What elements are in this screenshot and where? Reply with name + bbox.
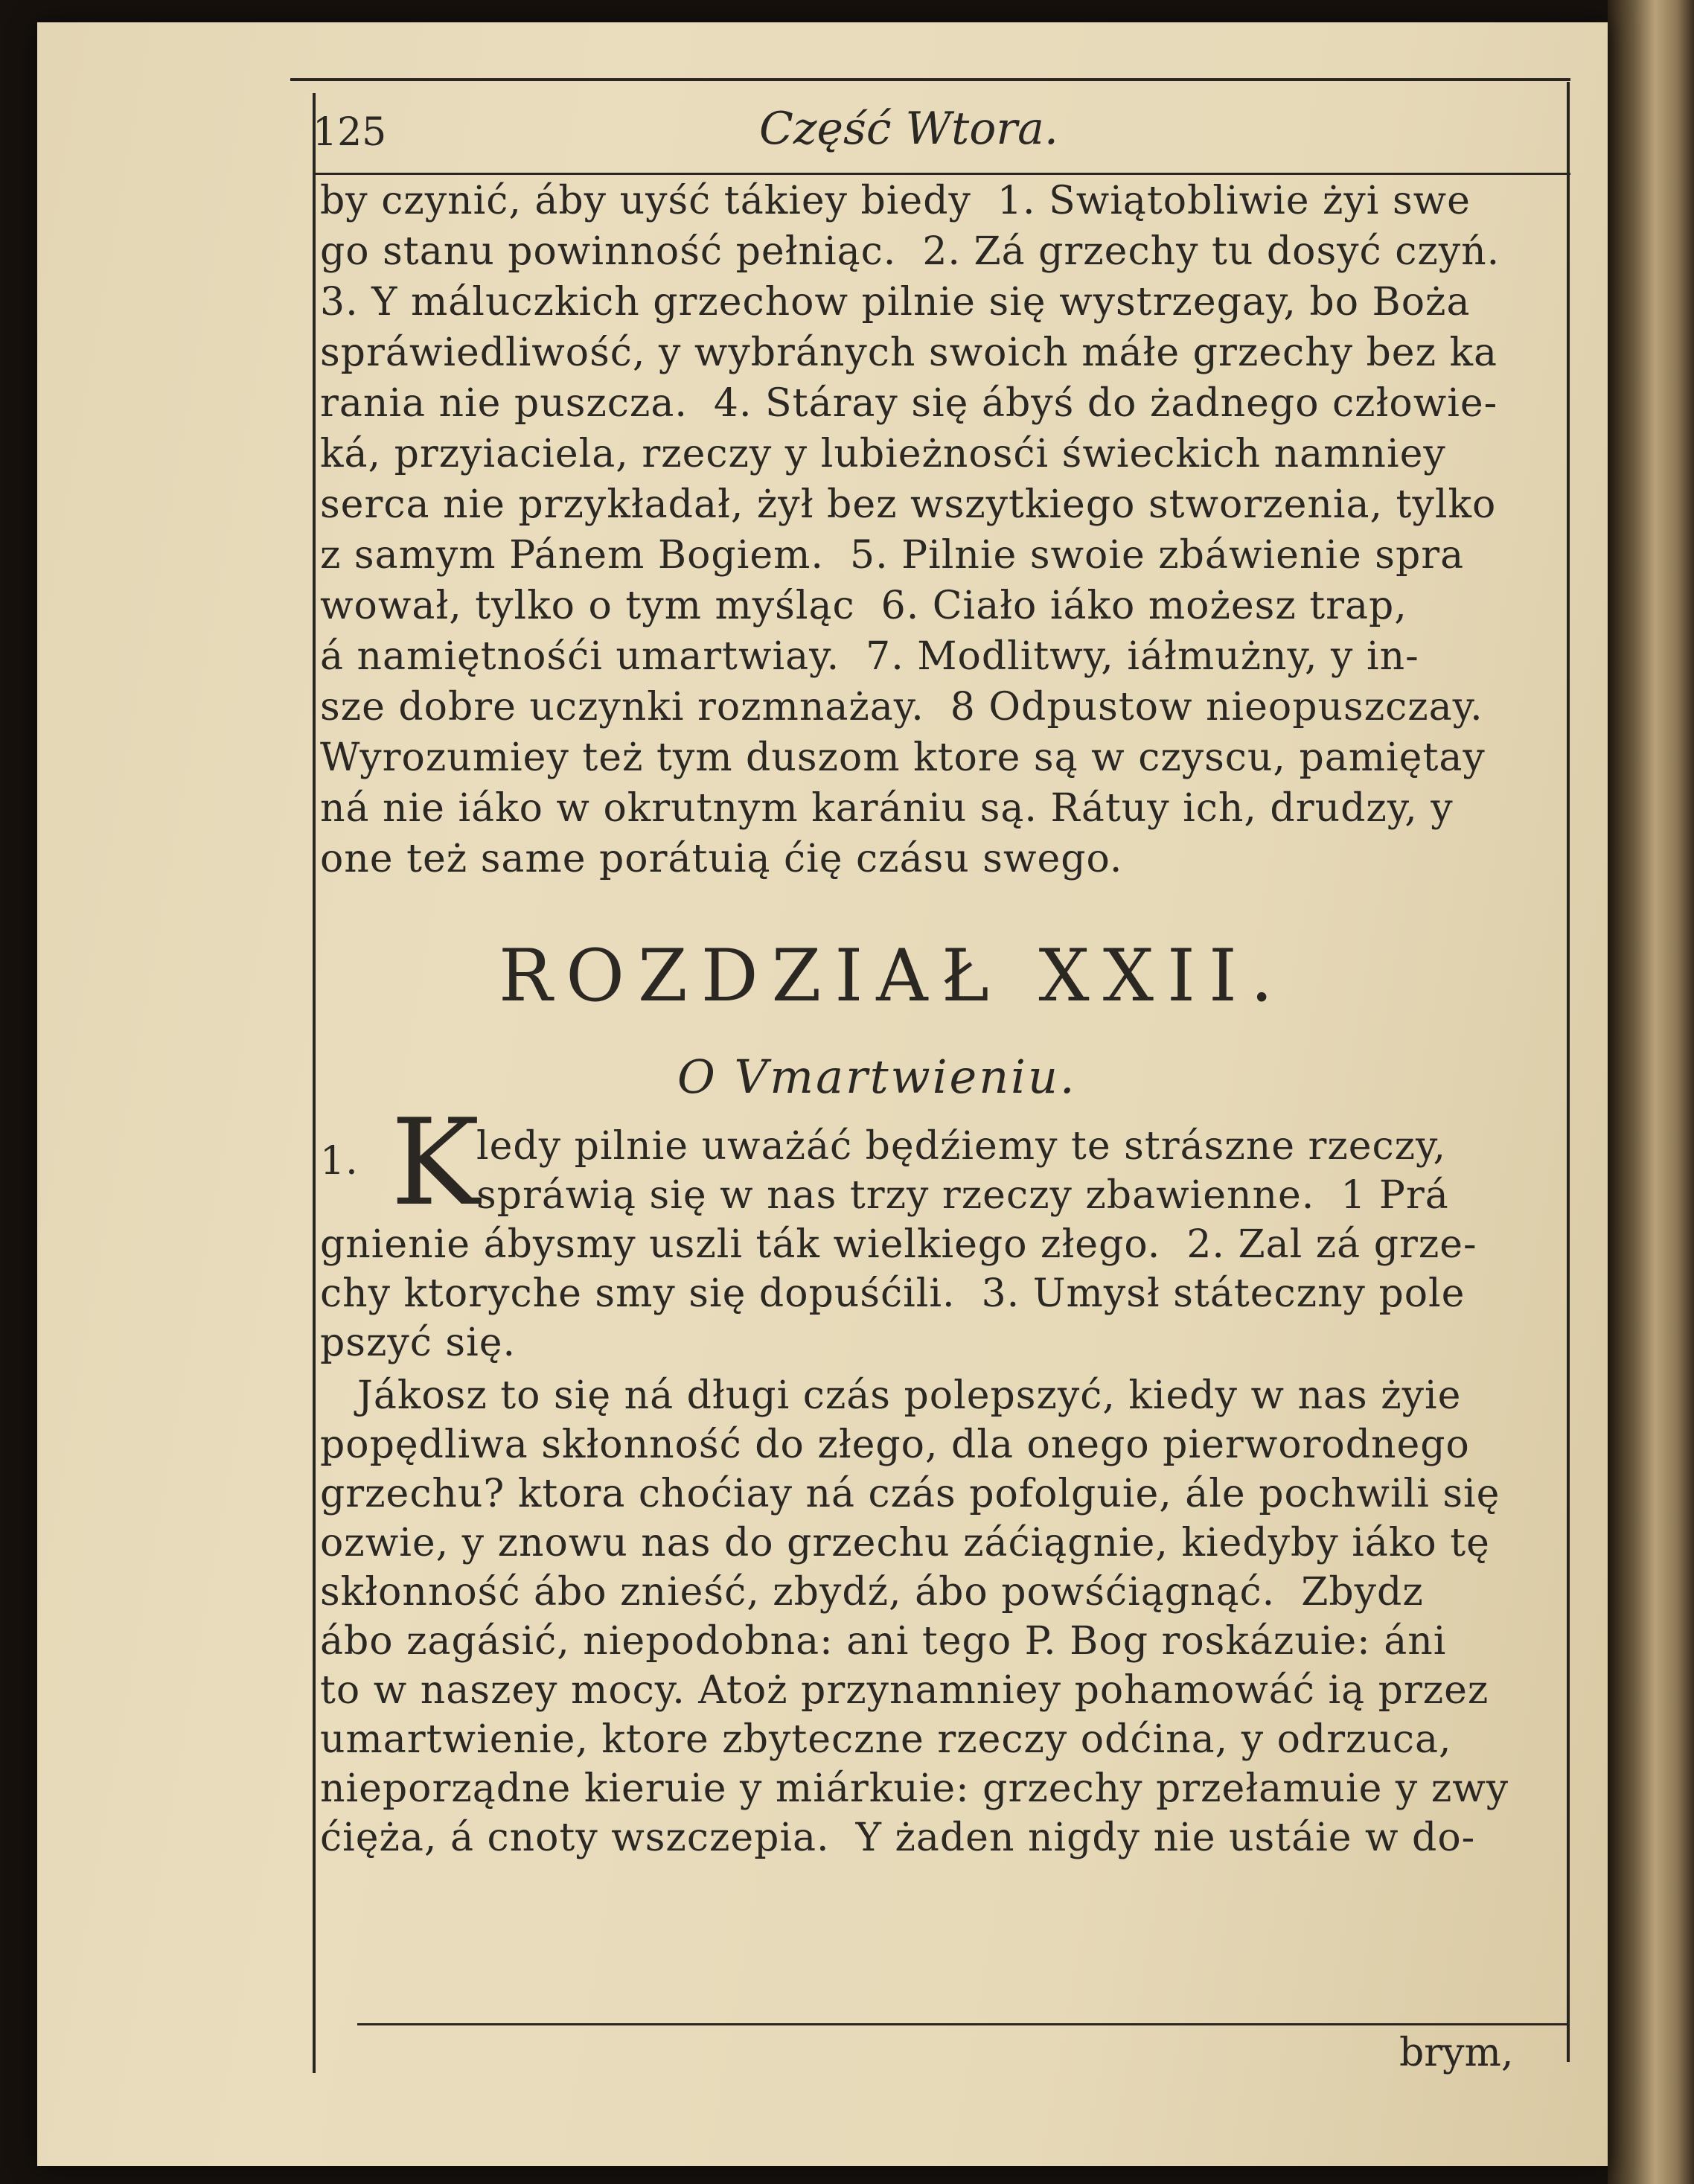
- text-line: to w naszey mocy. Atoż przynamniey pohamowáć ią przez: [320, 1668, 1489, 1713]
- text-line: ná nie iáko w okrutnym karániu są. Rátuy ich, drudzy, y: [320, 786, 1454, 831]
- text-line: chy ktoryche smy się dopuśćili. 3. Umysł státeczny pole: [320, 1271, 1466, 1316]
- text-line: 3. Y máluczkich grzechow pilnie się wystrzegay, bo Boża: [320, 280, 1471, 325]
- bottom-border-rule: [357, 2023, 1567, 2025]
- chapter-heading: ROZDZIAŁ XXII.: [499, 934, 1287, 1018]
- text-line: ozwie, y znowu nas do grzechu záćiągnie, kiedyby iáko tę: [320, 1521, 1490, 1565]
- text-line: sze dobre uczynki rozmnażay. 8 Odpustow nieopuszczay.: [320, 685, 1483, 729]
- text-line: one też same porátuią ćię czásu swego.: [320, 837, 1123, 881]
- text-line: spráwią się w nas trzy rzeczy zbawienne. 1 Prá: [476, 1173, 1449, 1218]
- top-border-rule: [290, 78, 1570, 81]
- text-line: z samym Pánem Bogiem. 5. Pilnie swoie zbáwienie spra: [320, 533, 1465, 578]
- text-line: grzechu? ktora choćiay ná czás pofolguie, ále pochwili się: [320, 1472, 1500, 1516]
- catchword: brym,: [1399, 2031, 1514, 2075]
- text-line: ká, przyiaciela, rzeczy y lubieżnosći świeckich namniey: [320, 432, 1446, 476]
- text-line: ledy pilnie uważáć będźiemy te strászne rzeczy,: [476, 1124, 1447, 1169]
- right-border-rule: [1567, 82, 1570, 2062]
- text-line: umartwienie, ktore zbyteczne rzeczy odćina, y odrzuca,: [320, 1717, 1452, 1762]
- text-line: á namiętnośći umartwiay. 7. Modlitwy, iáłmużny, y in-: [320, 634, 1419, 679]
- text-line: wował, tylko o tym myśląc 6. Ciało iáko możesz trap,: [320, 584, 1407, 628]
- text-line: ćięża, á cnoty wszczepia. Y żaden nigdy nie ustáie w do-: [320, 1816, 1476, 1860]
- book-edge: [1608, 0, 1694, 2184]
- header-rule: [313, 173, 1570, 175]
- text-line: go stanu powinność pełniąc. 2. Zá grzechy tu dosyć czyń.: [320, 229, 1500, 274]
- page-number: 125: [313, 110, 387, 155]
- text-line: rania nie puszcza. 4. Stáray się ábyś do żadnego człowie-: [320, 381, 1498, 426]
- running-title: Część Wtora.: [759, 103, 1058, 155]
- chapter-subtitle: O Vmartwieniu.: [677, 1050, 1077, 1104]
- left-border-rule: [313, 93, 316, 2073]
- text-line: spráwiedliwość, y wybránych swoich máłe grzechy bez ka: [320, 331, 1498, 375]
- drop-initial: K: [391, 1093, 480, 1232]
- text-line: gnienie ábysmy uszli ták wielkiego złego. 2. Zal zá grze-: [320, 1222, 1477, 1267]
- paragraph-number: 1.: [320, 1139, 359, 1184]
- text-line: serca nie przykładał, żył bez wszytkiego stworzenia, tylko: [320, 482, 1497, 527]
- text-line: pszyć się.: [320, 1321, 517, 1365]
- text-line: skłonność ábo znieść, zbydź, ábo powśćiągnąć. Zbydz: [320, 1570, 1424, 1615]
- text-line: Jákosz to się ná długi czás polepszyć, kiedy w nas żyie: [357, 1373, 1462, 1418]
- book-page: [37, 22, 1608, 2166]
- text-line: ábo zagásić, niepodobna: ani tego P. Bog roskázuie: áni: [320, 1619, 1447, 1664]
- text-line: nieporządne kieruie y miárkuie: grzechy przełamuie y zwy: [320, 1766, 1509, 1811]
- text-line: popędliwa skłonność do złego, dla onego pierworodnego: [320, 1423, 1470, 1467]
- text-line: Wyrozumiey też tym duszom ktore są w czyscu, pamiętay: [320, 735, 1486, 780]
- text-line: by czynić, áby uyść tákiey biedy 1. Swiątobliwie żyi swe: [320, 179, 1471, 223]
